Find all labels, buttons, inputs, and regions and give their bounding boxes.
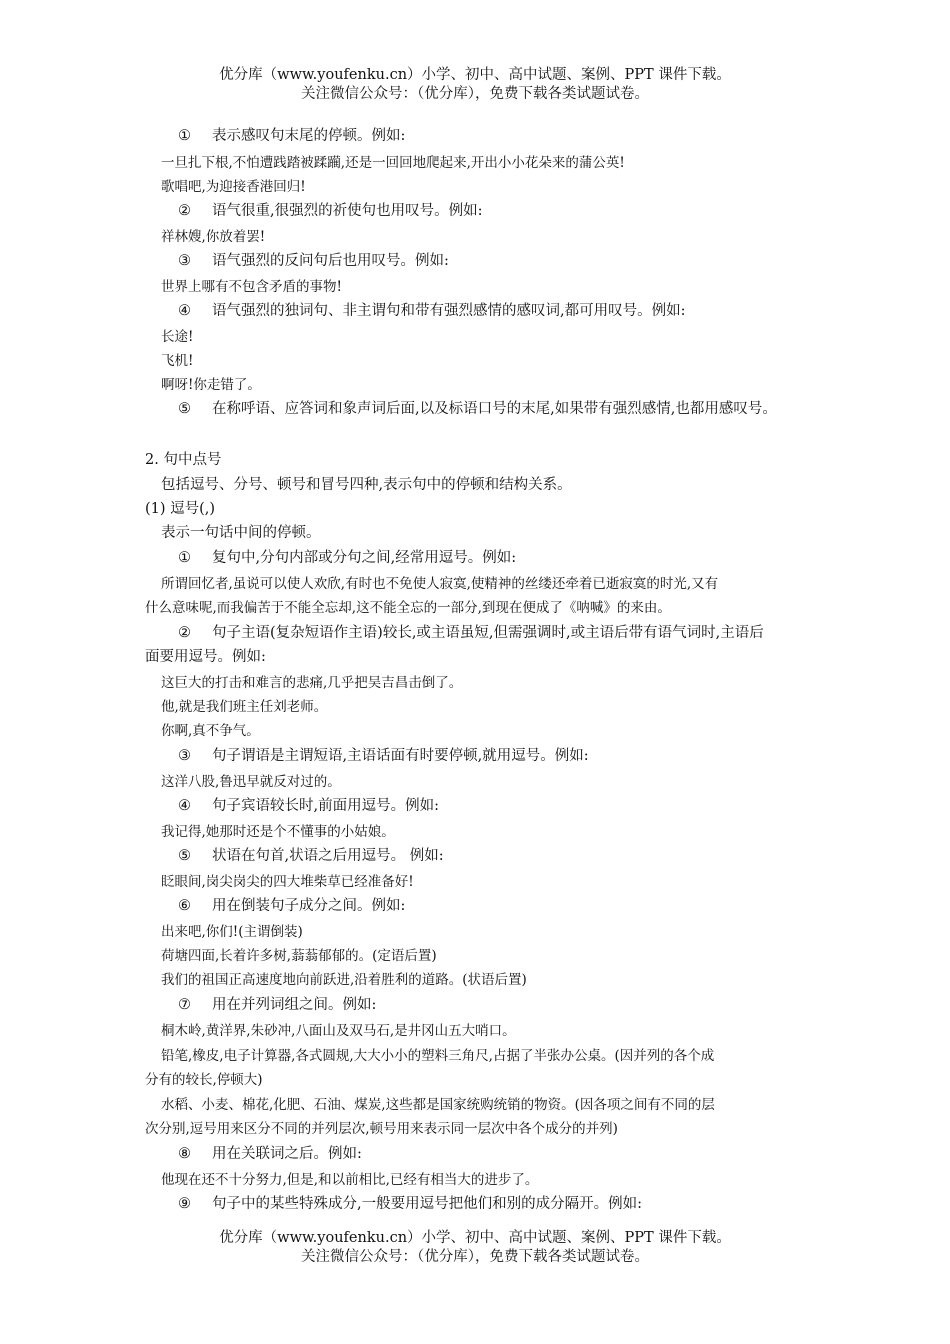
example-line: 长途! bbox=[161, 329, 194, 345]
example-line: 荷塘四面,长着许多树,蓊蓊郁郁的。(定语后置) bbox=[161, 948, 437, 964]
example-line: 什么意味呢,而我偏苦于不能全忘却,这不能全忘的一部分,到现在便成了《呐喊》的来由。 bbox=[145, 600, 671, 616]
example-line: 铅笔,橡皮,电子计算器,各式圆规,大大小小的塑料三角尺,占据了半张办公桌。(因并列的各个成 bbox=[161, 1048, 715, 1064]
section-heading: 2. 句中点号 bbox=[145, 452, 222, 468]
paragraph: 包括逗号、分号、顿号和冒号四种,表示句中的停顿和结构关系。 bbox=[161, 477, 572, 493]
list-item: ⑨ 句子中的某些特殊成分,一般要用逗号把他们和别的成分隔开。例如: bbox=[178, 1196, 642, 1212]
footer-line-2: 关注微信公众号：（优分库），免费下载各类试题试卷。 bbox=[301, 1249, 649, 1265]
example-line: 我们的祖国正高速度地向前跃进,沿着胜利的道路。(状语后置) bbox=[161, 972, 527, 988]
list-item: ⑦ 用在并列词组之间。例如: bbox=[178, 997, 377, 1013]
example-line: 这洋八股,鲁迅早就反对过的。 bbox=[161, 774, 341, 790]
example-line: 歌唱吧,为迎接香港回归! bbox=[161, 179, 306, 195]
list-item: ③ 句子谓语是主谓短语,主语话面有时要停顿,就用逗号。例如: bbox=[178, 748, 589, 764]
list-item: ⑥ 用在倒装句子成分之间。例如: bbox=[178, 898, 406, 914]
example-line: 我记得,她那时还是个不懂事的小姑娘。 bbox=[161, 824, 395, 840]
example-line: 所谓回忆者,虽说可以使人欢欣,有时也不免使人寂寞,使精神的丝缕还牵着已逝寂寞的时光,又有 bbox=[161, 576, 719, 592]
list-item: ④ 语气强烈的独词句、非主谓句和带有强烈感情的感叹词,都可用叹号。例如: bbox=[178, 303, 686, 319]
paragraph: 表示一句话中间的停顿。 bbox=[161, 525, 321, 541]
example-line: 啊呀!你走错了。 bbox=[161, 377, 261, 393]
paragraph: 面要用逗号。例如: bbox=[145, 649, 266, 665]
example-line: 眨眼间,岗尖岗尖的四大堆柴草已经准备好! bbox=[161, 874, 414, 890]
list-item: ③ 语气强烈的反问句后也用叹号。例如: bbox=[178, 253, 449, 269]
example-line: 世界上哪有不包含矛盾的事物! bbox=[161, 279, 342, 295]
example-line: 出来吧,你们!(主谓倒装) bbox=[161, 924, 303, 940]
list-item: ① 复句中,分句内部或分句之间,经常用逗号。例如: bbox=[178, 550, 517, 566]
list-item: ⑤ 状语在句首,状语之后用逗号。 例如: bbox=[178, 848, 444, 864]
header-line-2: 关注微信公众号：（优分库），免费下载各类试题试卷。 bbox=[301, 86, 649, 102]
list-item: ① 表示感叹句末尾的停顿。例如: bbox=[178, 128, 406, 144]
example-line: 次分别,逗号用来区分不同的并列层次,顿号用来表示同一层次中各个成分的并列) bbox=[145, 1121, 618, 1137]
example-line: 飞机! bbox=[161, 353, 194, 369]
list-item: ⑧ 用在关联词之后。例如: bbox=[178, 1146, 362, 1162]
page-footer bbox=[0, 1229, 950, 1267]
example-line: 他现在还不十分努力,但是,和以前相比,已经有相当大的进步了。 bbox=[161, 1172, 539, 1188]
example-line: 桐木岭,黄洋界,朱砂冲,八面山及双马石,是井冈山五大哨口。 bbox=[161, 1023, 516, 1039]
example-line: 祥林嫂,你放着罢! bbox=[161, 229, 266, 245]
subsection-heading: (1) 逗号(,) bbox=[145, 501, 216, 517]
list-item: ⑤ 在称呼语、应答词和象声词后面,以及标语口号的末尾,如果带有强烈感情,也都用感叹号。 bbox=[178, 401, 777, 417]
example-line: 这巨大的打击和难言的悲痛,几乎把吴吉昌击倒了。 bbox=[161, 675, 463, 691]
footer-line-1: 优分库（www.youfenku.cn）小学、初中、高中试题、案例、PPT 课件下载。 bbox=[219, 1230, 731, 1246]
example-line: 一旦扎下根,不怕遭践踏被蹂躏,还是一回回地爬起来,开出小小花朵来的蒲公英! bbox=[161, 155, 625, 171]
list-item: ② 语气很重,很强烈的祈使句也用叹号。例如: bbox=[178, 203, 483, 219]
page-header bbox=[0, 66, 950, 104]
example-line: 水稻、小麦、棉花,化肥、石油、煤炭,这些都是国家统购统销的物资。(因各项之间有不同的层 bbox=[161, 1097, 715, 1113]
list-item: ④ 句子宾语较长时,前面用逗号。例如: bbox=[178, 798, 439, 814]
example-line: 他,就是我们班主任刘老师。 bbox=[161, 699, 328, 715]
example-line: 分有的较长,停顿大) bbox=[145, 1072, 263, 1088]
list-item: ② 句子主语(复杂短语作主语)较长,或主语虽短,但需强调时,或主语后带有语气词时,主语后 bbox=[178, 625, 764, 641]
header-line-1: 优分库（www.youfenku.cn）小学、初中、高中试题、案例、PPT 课件下载。 bbox=[219, 67, 731, 83]
example-line: 你啊,真不争气。 bbox=[161, 723, 260, 739]
